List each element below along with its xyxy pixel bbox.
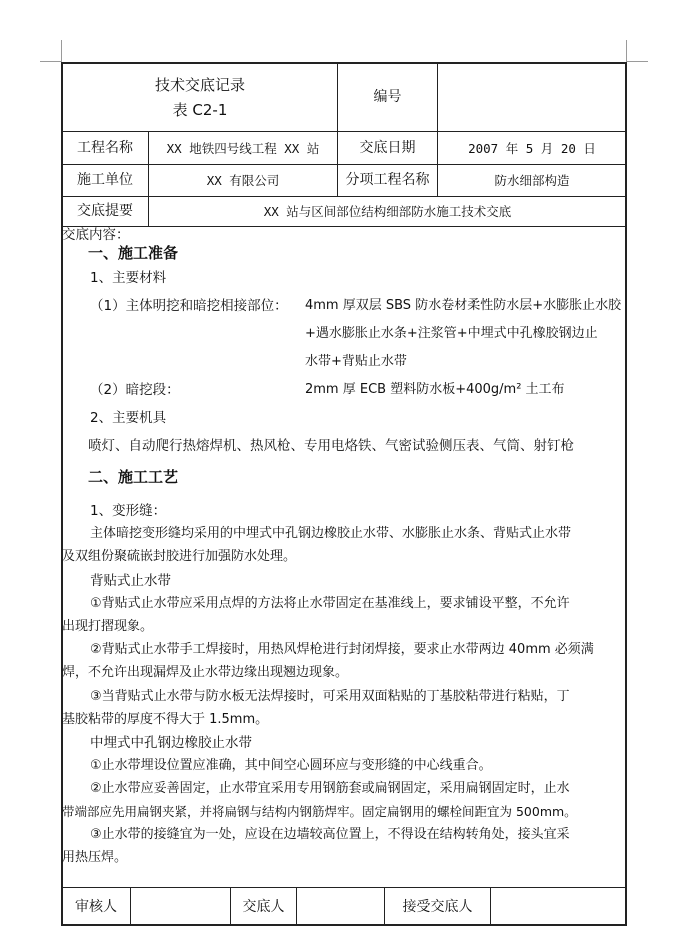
disclosure-date-label: 交底日期 xyxy=(359,140,416,156)
section-heading-process: 二、施工工艺 xyxy=(88,468,179,486)
crop-mark-top-left-h xyxy=(40,61,62,62)
material-item-2-label: （2）暗挖段： xyxy=(90,382,180,398)
row-divider xyxy=(61,226,627,227)
row-divider xyxy=(61,887,627,888)
mid-item-3-line-2: 用热压焊。 xyxy=(62,850,128,865)
disclosure-date-value: 2007 年 5 月 20 日 xyxy=(468,141,596,156)
subitem-name-value: 防水细部构造 xyxy=(494,173,570,188)
code-label: 编号 xyxy=(373,89,402,105)
back-item-1-line-2: 出现打摺现象。 xyxy=(62,619,154,634)
material-item-1-line-1: 4mm 厚双层 SBS 防水卷材柔性防水层+水膨胀止水胶 xyxy=(305,298,622,313)
form-number: 表 C2-1 xyxy=(172,101,228,119)
joint-heading: 1、变形缝： xyxy=(90,503,167,519)
crop-mark-top-right-h xyxy=(626,61,648,62)
crop-mark-top-left-v xyxy=(61,40,62,62)
back-item-1-line-1: ①背贴式止水带应采用点焊的方法将止水带固定在基准线上，要求铺设平整，不允许 xyxy=(90,596,570,611)
summary-value: XX 站与区间部位结构细部防水施工技术交底 xyxy=(263,204,512,219)
paragraph-1-line-1: 主体暗挖变形缝均采用的中埋式中孔钢边橡胶止水带、水膨胀止水条、背贴式止水带 xyxy=(90,526,572,541)
back-item-3-line-1: ③当背贴式止水带与防水板无法焊接时，可采用双面粘贴的丁基胶粘带进行粘贴，丁 xyxy=(90,689,570,704)
reviewer-label: 审核人 xyxy=(75,899,117,915)
materials-heading: 1、主要材料 xyxy=(90,270,167,286)
col-divider xyxy=(490,887,491,926)
mid-item-2-line-2: 带端部应先用扁钢夹紧，并将扁钢与结构内钢筋焊牢。固定扁钢用的螺栓间距宜为 500mm。 xyxy=(62,804,577,819)
back-item-3-line-2: 基胶粘带的厚度不得大于 1.5mm。 xyxy=(62,712,269,727)
construction-unit-label: 施工单位 xyxy=(77,172,133,188)
subitem-name-label: 分项工程名称 xyxy=(345,172,430,188)
receiver-label: 接受交底人 xyxy=(402,899,473,915)
summary-label: 交底提要 xyxy=(77,203,133,219)
back-waterstop-heading: 背贴式止水带 xyxy=(90,573,171,589)
crop-mark-top-right-v xyxy=(626,40,627,62)
back-item-2-line-1: ②背贴式止水带手工焊接时，用热风焊枪进行封闭焊接，要求止水带两边 40mm 必须满 xyxy=(90,642,594,657)
material-item-1-line-2: +遇水膨胀止水条+注浆管+中埋式中孔橡胶钢边止 xyxy=(305,326,598,341)
row-divider xyxy=(61,196,627,197)
form-title: 技术交底记录 xyxy=(154,76,245,94)
section-heading-preparation: 一、施工准备 xyxy=(88,244,179,262)
row-divider xyxy=(61,131,627,132)
machines-heading: 2、主要机具 xyxy=(90,410,167,426)
col-divider xyxy=(130,887,131,926)
col-divider xyxy=(296,887,297,926)
material-item-2-value: 2mm 厚 ECB 塑料防水板+400g/m² 土工布 xyxy=(305,382,565,397)
back-item-2-line-2: 焊，不允许出现漏焊及止水带边缘出现翘边现象。 xyxy=(62,665,349,680)
project-name-label: 工程名称 xyxy=(77,140,133,156)
mid-item-2-line-1: ②止水带应妥善固定，止水带宜采用专用钢筋套或扁钢固定，采用扁钢固定时，止水 xyxy=(90,781,570,796)
discloser-label: 交底人 xyxy=(242,899,285,915)
machines-list: 喷灯、自动爬行热熔焊机、热风枪、专用电烙铁、气密试验侧压表、气筒、射钉枪 xyxy=(88,438,574,454)
mid-item-3-line-1: ③止水带的接缝宜为一处，应设在边墙较高位置上，不得设在结构转角处，接头宜采 xyxy=(90,827,570,842)
project-name-value: XX 地铁四号线工程 XX 站 xyxy=(166,141,320,156)
mid-waterstop-heading: 中埋式中孔钢边橡胶止水带 xyxy=(90,735,252,751)
construction-unit-value: XX 有限公司 xyxy=(206,173,280,188)
content-label: 交底内容： xyxy=(62,227,130,243)
row-divider xyxy=(61,164,627,165)
paragraph-1-line-2: 及双组份聚硫嵌封胶进行加强防水处理。 xyxy=(62,549,297,564)
material-item-1-label: （1）主体明挖和暗挖相接部位： xyxy=(90,298,288,314)
material-item-1-line-3: 水带+背贴止水带 xyxy=(305,354,407,369)
mid-item-1: ①止水带埋设位置应准确，其中间空心圆环应与变形缝的中心线重合。 xyxy=(90,758,492,773)
